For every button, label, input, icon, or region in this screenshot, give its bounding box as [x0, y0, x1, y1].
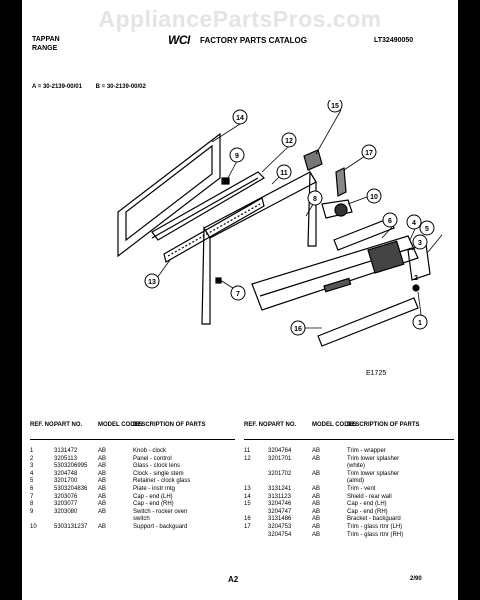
- cell-ref-no: 9: [30, 508, 34, 515]
- callout-9: [230, 148, 244, 162]
- cell-description: (white): [347, 463, 366, 470]
- callout-4: [407, 215, 421, 229]
- wci-logo: WCI: [168, 33, 190, 47]
- part-backguard-support: [322, 200, 352, 218]
- table-row: [244, 463, 454, 471]
- cell-part-no: 3204746: [268, 501, 292, 508]
- callout-1: [413, 315, 427, 329]
- parts-table-left: [30, 422, 235, 532]
- cell-description: Trim lower splasher: [347, 470, 400, 477]
- header-ref-no: REF. NO.: [244, 422, 270, 428]
- cell-model-code: AB: [98, 463, 107, 470]
- cell-model-code: AB: [98, 448, 107, 454]
- cell-part-no: 3131486: [268, 516, 292, 523]
- brand-line-1: TAPPAN: [32, 36, 60, 43]
- cell-part-no: 3204753: [268, 523, 292, 530]
- table-row: [30, 478, 235, 486]
- cell-description: Trim - glass rtnr (RH): [347, 531, 404, 538]
- cell-part-no: 5303206995: [54, 463, 88, 470]
- cell-ref-no: [244, 471, 268, 479]
- table-header: [30, 422, 235, 440]
- cell-description: Cap - end (RH): [347, 508, 388, 515]
- svg-text:7: 7: [236, 291, 240, 298]
- model-b: B = 30-2139-00/02: [95, 84, 146, 90]
- table-row: [244, 532, 454, 540]
- callout-11: [277, 165, 291, 179]
- table-row: [30, 463, 235, 471]
- cell-part-no: 5303131237: [54, 523, 88, 530]
- table-row: [244, 524, 454, 532]
- cell-model-code: AB: [98, 455, 107, 462]
- callout-7: [231, 286, 245, 300]
- cell-description: Trim lower splasher: [347, 455, 400, 462]
- table-row: [30, 516, 235, 524]
- svg-text:5: 5: [425, 226, 429, 233]
- cell-description: (almd): [347, 478, 365, 485]
- header-part-no: PART NO.: [54, 422, 83, 428]
- catalog-title: FACTORY PARTS CATALOG: [200, 36, 307, 45]
- cell-ref-no: 15: [244, 501, 251, 508]
- table-row: [244, 448, 454, 456]
- svg-text:17: 17: [365, 150, 373, 157]
- cell-model-code: [312, 463, 347, 471]
- catalog-code: LT32490050: [374, 37, 414, 44]
- svg-text:14: 14: [236, 115, 244, 122]
- table-row: [30, 448, 235, 456]
- part-clock-knob: [413, 285, 419, 291]
- header-description: DESCRIPTION OF PARTS: [133, 422, 206, 428]
- cell-ref-no: 5: [30, 478, 34, 485]
- table-row: [30, 524, 235, 532]
- svg-text:8: 8: [313, 196, 317, 203]
- table-row: [30, 494, 235, 502]
- svg-text:4: 4: [412, 220, 416, 227]
- svg-text:11: 11: [280, 170, 288, 177]
- cell-description: Cap - end (LH): [133, 493, 173, 500]
- header-part-no: PART NO.: [268, 422, 297, 428]
- svg-text:3: 3: [418, 240, 422, 247]
- cell-part-no: 3203080: [54, 508, 78, 515]
- watermark: AppliancePartsPros.com: [98, 6, 382, 32]
- svg-text:9: 9: [235, 153, 239, 160]
- cell-model-code: AB: [312, 508, 321, 515]
- header-description: DESCRIPTION OF PARTS: [347, 422, 420, 428]
- svg-text:16: 16: [294, 326, 302, 333]
- callout-14: [233, 110, 247, 124]
- cell-ref-no: [244, 509, 268, 517]
- cell-part-no: 3203076: [54, 493, 78, 500]
- cell-ref-no: 3: [30, 463, 34, 470]
- table-body-right: [244, 448, 454, 539]
- svg-text:10: 10: [370, 194, 378, 201]
- table-row: [244, 494, 454, 502]
- table-row: [244, 471, 454, 479]
- cell-model-code: AB: [98, 493, 107, 500]
- cell-model-code: AB: [312, 516, 321, 523]
- cell-part-no: [54, 516, 98, 524]
- cell-ref-no: 17: [244, 523, 251, 530]
- cell-description: Trim - glass rtnr (LH): [347, 523, 403, 530]
- svg-text:2: 2: [414, 275, 418, 282]
- part-rocker-switch: [222, 178, 229, 184]
- brand-block: [32, 35, 60, 53]
- cell-model-code: [98, 516, 133, 524]
- cell-part-no: 3201702: [268, 470, 292, 477]
- cell-description: Knob - clock: [133, 448, 167, 454]
- model-legend: [32, 84, 158, 90]
- table-body-left: [30, 448, 235, 532]
- cell-part-no: 3131472: [54, 448, 78, 454]
- model-a: A = 30-2139-00/01: [32, 84, 82, 90]
- cell-description: Trim - vent: [347, 485, 376, 492]
- callout-17: [362, 145, 376, 159]
- part-bracket: [318, 298, 418, 346]
- cell-ref-no: 11: [244, 448, 251, 454]
- cell-model-code: AB: [312, 448, 321, 454]
- cell-description: Cap - end (LH): [347, 501, 387, 508]
- cell-ref-no: 16: [244, 516, 251, 523]
- cell-description: Plate - instr mtg: [133, 485, 176, 492]
- page-number: A2: [228, 575, 239, 584]
- table-row: [30, 471, 235, 479]
- callout-15: [328, 100, 342, 112]
- cell-model-code: [312, 478, 347, 486]
- cell-ref-no: 6: [30, 485, 34, 492]
- part-rear-shield: [118, 134, 220, 256]
- cell-model-code: AB: [312, 501, 321, 508]
- cell-part-no: 5303204836: [54, 485, 88, 492]
- catalog-page: [22, 0, 458, 600]
- cell-part-no: 3131241: [268, 485, 292, 492]
- cell-ref-no: 8: [30, 501, 34, 508]
- cell-model-code: AB: [312, 523, 321, 530]
- callout-12: [282, 133, 296, 147]
- cell-part-no: [268, 478, 312, 486]
- cell-part-no: 3204764: [268, 448, 292, 454]
- cell-description: Support - backguard: [133, 523, 188, 530]
- part-clock: [368, 241, 404, 273]
- svg-text:12: 12: [285, 138, 293, 145]
- callout-13: [145, 274, 159, 288]
- cell-ref-no: [244, 532, 268, 540]
- svg-text:13: 13: [148, 279, 156, 286]
- svg-text:1: 1: [418, 320, 422, 327]
- cell-model-code: AB: [98, 501, 107, 508]
- cell-description: Retainer - clock glass: [133, 478, 191, 485]
- cell-model-code: AB: [312, 485, 321, 492]
- cell-ref-no: [244, 463, 268, 471]
- cell-ref-no: 10: [30, 523, 37, 530]
- table-row: [244, 456, 454, 464]
- cell-model-code: AB: [98, 470, 107, 477]
- table-row: [30, 456, 235, 464]
- cell-part-no: [268, 463, 312, 471]
- table-row: [244, 509, 454, 517]
- cell-description: Glass - clock lens: [133, 463, 181, 470]
- cell-description: Clock - single stem: [133, 470, 184, 477]
- svg-text:15: 15: [331, 103, 339, 110]
- callout-3: [413, 235, 427, 249]
- cell-ref-no: 14: [244, 493, 251, 500]
- parts-table-right: [244, 422, 454, 539]
- cell-part-no: 3204754: [268, 531, 292, 538]
- callout-5: [420, 221, 434, 235]
- cell-ref-no: 7: [30, 493, 34, 500]
- cell-part-no: 3204748: [54, 470, 78, 477]
- cell-model-code: AB: [98, 523, 107, 530]
- revision-date: 2/90: [410, 576, 422, 582]
- table-row: [30, 501, 235, 509]
- cell-part-no: 3201701: [268, 455, 292, 462]
- cell-part-no: 3204747: [268, 508, 292, 515]
- header-model-codes: MODEL CODES: [312, 422, 357, 428]
- header-model-codes: MODEL CODES: [98, 422, 143, 428]
- table-row: [244, 516, 454, 524]
- cell-model-code: AB: [312, 531, 321, 538]
- cell-description: Switch - rocker oven: [133, 508, 188, 515]
- callout-10: [367, 189, 381, 203]
- cell-ref-no: 12: [244, 455, 251, 462]
- diagram-code: E1725: [366, 370, 387, 377]
- cell-description: Panel - control: [133, 455, 172, 462]
- table-row: [244, 501, 454, 509]
- svg-text:6: 6: [388, 218, 392, 225]
- cell-ref-no: 13: [244, 485, 251, 492]
- part-glass-retainer: [336, 168, 346, 196]
- cell-ref-no: 2: [30, 455, 34, 462]
- cell-ref-no: [244, 478, 268, 486]
- cell-part-no: 3205113: [54, 455, 77, 462]
- cell-model-code: AB: [98, 478, 107, 485]
- table-row: [30, 486, 235, 494]
- cell-description: Cap - end (RH): [133, 501, 174, 508]
- table-row: [244, 478, 454, 486]
- cell-description: Shield - rear wall: [347, 493, 392, 500]
- cell-description: Bracket - backguard: [347, 516, 401, 523]
- callout-8: [308, 191, 322, 205]
- cell-model-code: AB: [312, 470, 321, 477]
- table-row: [30, 509, 235, 517]
- cell-description: switch: [133, 516, 150, 523]
- table-header: [244, 422, 454, 440]
- cell-description: Trim - wrapper: [347, 448, 386, 454]
- cell-model-code: AB: [98, 508, 107, 515]
- callout-16: [291, 321, 305, 335]
- cell-ref-no: 4: [30, 470, 34, 477]
- cell-ref-no: 1: [30, 448, 34, 454]
- header-ref-no: REF. NO.: [30, 422, 56, 428]
- cell-ref-no: [30, 516, 54, 524]
- cell-model-code: AB: [312, 455, 321, 462]
- cell-part-no: 3203077: [54, 501, 78, 508]
- callout-6: [383, 213, 397, 227]
- cell-model-code: AB: [98, 485, 107, 492]
- callout-2: [414, 275, 418, 282]
- cell-part-no: 3201700: [54, 478, 78, 485]
- cell-part-no: 3131123: [268, 493, 291, 500]
- part-end-cap: [304, 150, 322, 170]
- exploded-parts-diagram: [112, 100, 442, 350]
- table-row: [244, 486, 454, 494]
- brand-line-2: RANGE: [32, 45, 58, 52]
- cell-model-code: AB: [312, 493, 321, 500]
